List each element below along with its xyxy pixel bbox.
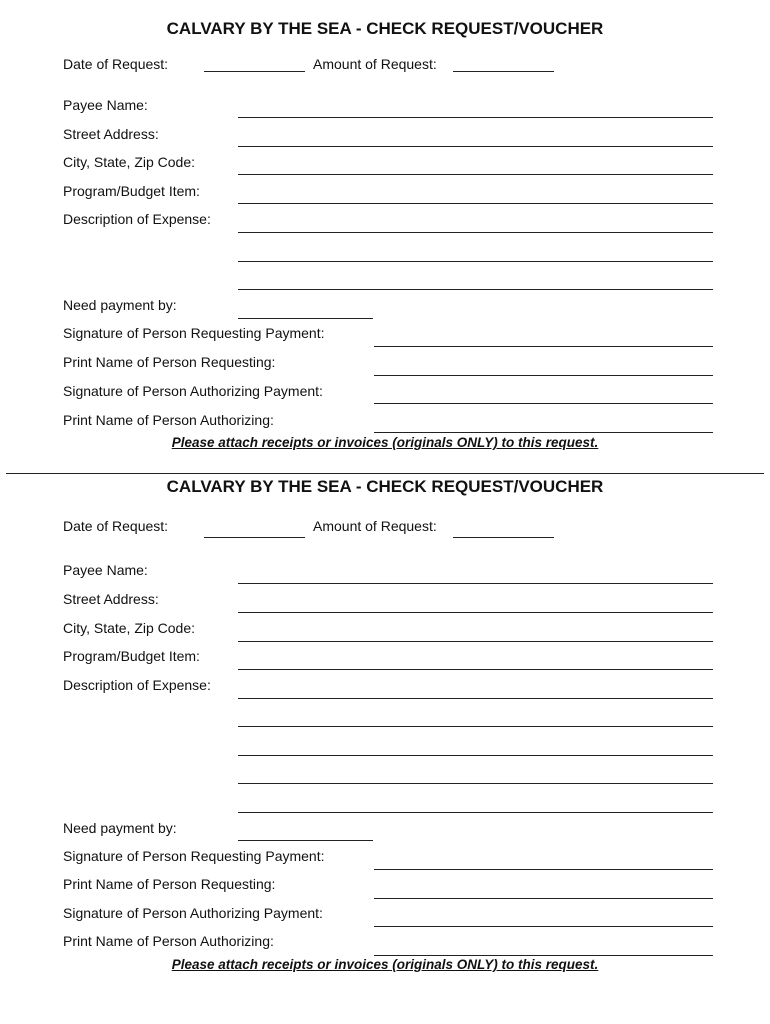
description-field-line-4[interactable] xyxy=(238,783,713,784)
print-name-requesting-label: Print Name of Person Requesting: xyxy=(63,354,276,370)
need-payment-by-field[interactable] xyxy=(238,840,373,841)
city-state-zip-field[interactable] xyxy=(238,641,713,642)
street-address-field[interactable] xyxy=(238,146,713,147)
signature-authorizing-field[interactable] xyxy=(374,403,713,404)
signature-requesting-label: Signature of Person Requesting Payment: xyxy=(63,848,325,864)
description-field-line-2[interactable] xyxy=(238,726,713,727)
program-budget-item-field[interactable] xyxy=(238,203,713,204)
print-name-authorizing-label: Print Name of Person Authorizing: xyxy=(63,412,274,428)
print-name-requesting-field[interactable] xyxy=(374,898,713,899)
amount-of-request-field[interactable] xyxy=(453,71,554,72)
date-of-request-field[interactable] xyxy=(204,537,305,538)
payee-name-label: Payee Name: xyxy=(63,97,148,113)
form-title: CALVARY BY THE SEA - CHECK REQUEST/VOUCHER xyxy=(166,477,604,496)
signature-requesting-label: Signature of Person Requesting Payment: xyxy=(63,325,325,341)
need-payment-by-label: Need payment by: xyxy=(63,297,177,313)
attach-receipts-note: Please attach receipts or invoices (originals ONLY) to this request. xyxy=(171,435,599,450)
signature-authorizing-field[interactable] xyxy=(374,926,713,927)
amount-of-request-field[interactable] xyxy=(453,537,554,538)
description-field-line-1[interactable] xyxy=(238,232,713,233)
program-budget-item-label: Program/Budget Item: xyxy=(63,648,200,664)
signature-authorizing-label: Signature of Person Authorizing Payment: xyxy=(63,905,323,921)
print-name-authorizing-field[interactable] xyxy=(374,955,713,956)
print-name-requesting-label: Print Name of Person Requesting: xyxy=(63,876,276,892)
print-name-requesting-field[interactable] xyxy=(374,375,713,376)
street-address-label: Street Address: xyxy=(63,126,159,142)
signature-authorizing-label: Signature of Person Authorizing Payment: xyxy=(63,383,323,399)
description-of-expense-label: Description of Expense: xyxy=(63,211,211,227)
street-address-field[interactable] xyxy=(238,612,713,613)
street-address-label: Street Address: xyxy=(63,591,159,607)
print-name-authorizing-field[interactable] xyxy=(374,432,713,433)
payee-name-label: Payee Name: xyxy=(63,562,148,578)
description-field-line-5[interactable] xyxy=(238,812,713,813)
payee-name-field[interactable] xyxy=(238,583,713,584)
description-of-expense-label: Description of Expense: xyxy=(63,677,211,693)
description-field-line-3[interactable] xyxy=(238,289,713,290)
date-of-request-label: Date of Request: xyxy=(63,518,169,534)
program-budget-item-field[interactable] xyxy=(238,669,713,670)
city-state-zip-label: City, State, Zip Code: xyxy=(63,620,196,636)
payee-name-field[interactable] xyxy=(238,117,713,118)
signature-requesting-field[interactable] xyxy=(374,346,713,347)
description-field-line-2[interactable] xyxy=(238,261,713,262)
section-divider xyxy=(6,473,764,474)
form-title: CALVARY BY THE SEA - CHECK REQUEST/VOUCHER xyxy=(166,19,604,38)
amount-of-request-label: Amount of Request: xyxy=(313,56,437,72)
need-payment-by-label: Need payment by: xyxy=(63,820,177,836)
description-field-line-3[interactable] xyxy=(238,755,713,756)
city-state-zip-label: City, State, Zip Code: xyxy=(63,154,196,170)
date-of-request-label: Date of Request: xyxy=(63,56,169,72)
need-payment-by-field[interactable] xyxy=(238,318,373,319)
print-name-authorizing-label: Print Name of Person Authorizing: xyxy=(63,933,274,949)
program-budget-item-label: Program/Budget Item: xyxy=(63,183,200,199)
description-field-line-1[interactable] xyxy=(238,698,713,699)
amount-of-request-label: Amount of Request: xyxy=(313,518,437,534)
signature-requesting-field[interactable] xyxy=(374,869,713,870)
date-of-request-field[interactable] xyxy=(204,71,305,72)
city-state-zip-field[interactable] xyxy=(238,174,713,175)
attach-receipts-note: Please attach receipts or invoices (originals ONLY) to this request. xyxy=(171,957,599,972)
